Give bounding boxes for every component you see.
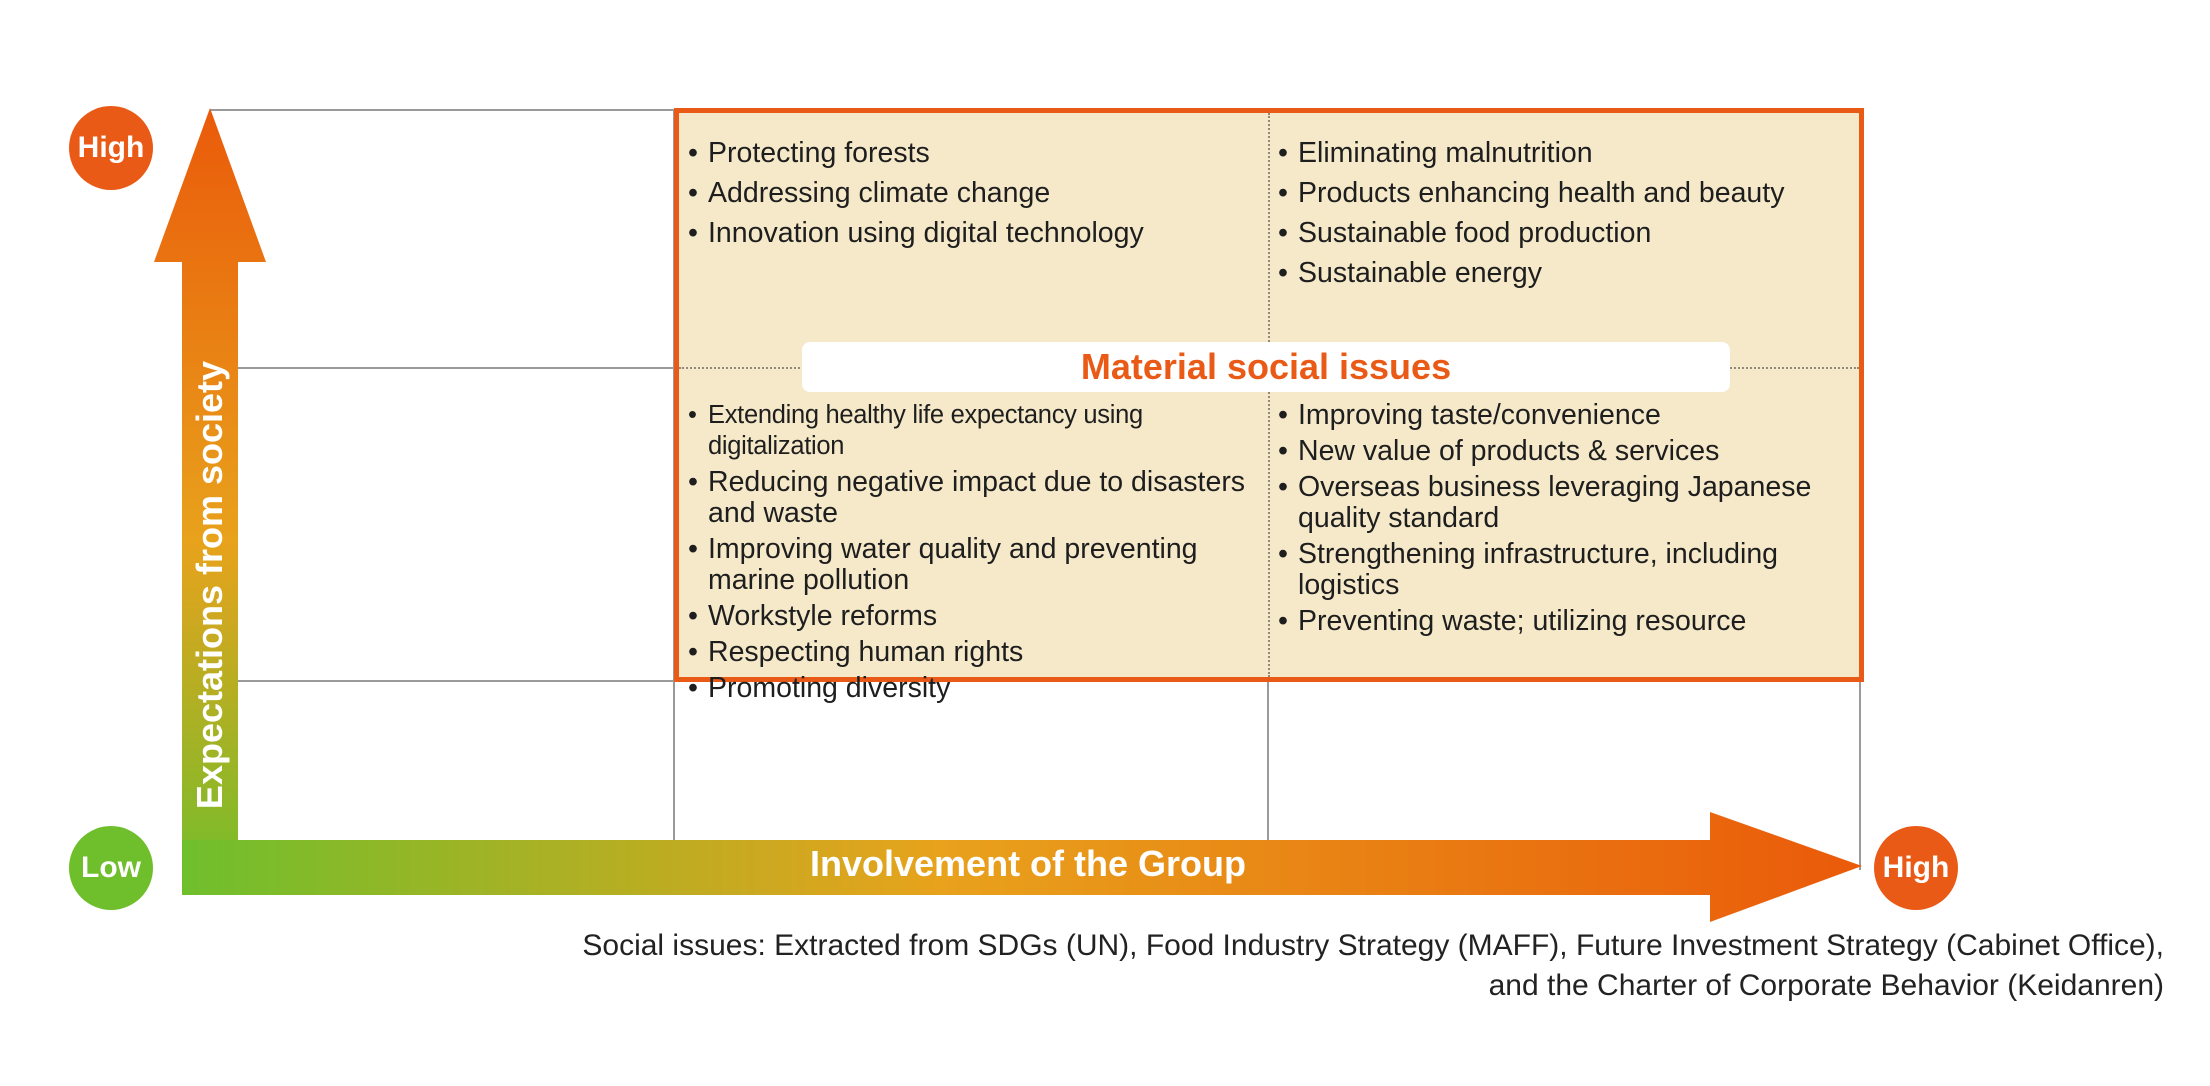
list-item: • Reducing negative impact due to disasters and waste xyxy=(686,467,1261,529)
x-high-badge: High xyxy=(1874,826,1958,910)
list-item: • Strengthening infrastructure, including logistics xyxy=(1276,539,1856,601)
y-low-badge: Low xyxy=(69,826,153,910)
list-item: • Promoting diversity xyxy=(686,673,1261,704)
list-item: • Improving taste/convenience xyxy=(1276,400,1856,431)
footnote-line-2: and the Charter of Corporate Behavior (Keidanren) xyxy=(1488,969,2164,1002)
y-high-badge: High xyxy=(69,106,153,190)
list-item: • Innovation using digital technology xyxy=(686,217,1256,249)
list-item: • Improving water quality and preventing marine pollution xyxy=(686,534,1261,596)
list-item: • Eliminating malnutrition xyxy=(1276,137,1856,169)
y-axis-label: Expectations from society xyxy=(189,360,230,810)
footnote-line-1: Social issues: Extracted from SDGs (UN), Food Industry Strategy (MAFF), Future Investment Strategy (Cabinet Office), xyxy=(582,929,2164,962)
quadrant-top-right xyxy=(1276,137,1856,297)
list-item: • Protecting forests xyxy=(686,137,1256,169)
list-item: • Products enhancing health and beauty xyxy=(1276,177,1856,209)
x-axis-label: Involvement of the Group xyxy=(810,843,1247,884)
list-item: • Sustainable energy xyxy=(1276,257,1856,289)
list-item: • New value of products & services xyxy=(1276,436,1856,467)
quadrant-bottom-right xyxy=(1276,400,1856,642)
quadrant-divider-vertical xyxy=(1268,113,1270,677)
list-item: • Preventing waste; utilizing resource xyxy=(1276,606,1856,637)
list-item: • Addressing climate change xyxy=(686,177,1256,209)
quadrant-top-left xyxy=(686,137,1256,257)
list-item: • Overseas business leveraging Japanese quality standard xyxy=(1276,472,1856,534)
list-item: • Respecting human rights xyxy=(686,637,1261,668)
list-item: • Workstyle reforms xyxy=(686,601,1261,632)
list-item: • Extending healthy life expectancy using digitalization xyxy=(686,400,1261,462)
list-item: • Sustainable food production xyxy=(1276,217,1856,249)
material-issues-banner: Material social issues xyxy=(802,342,1730,392)
quadrant-bottom-left xyxy=(686,400,1261,709)
